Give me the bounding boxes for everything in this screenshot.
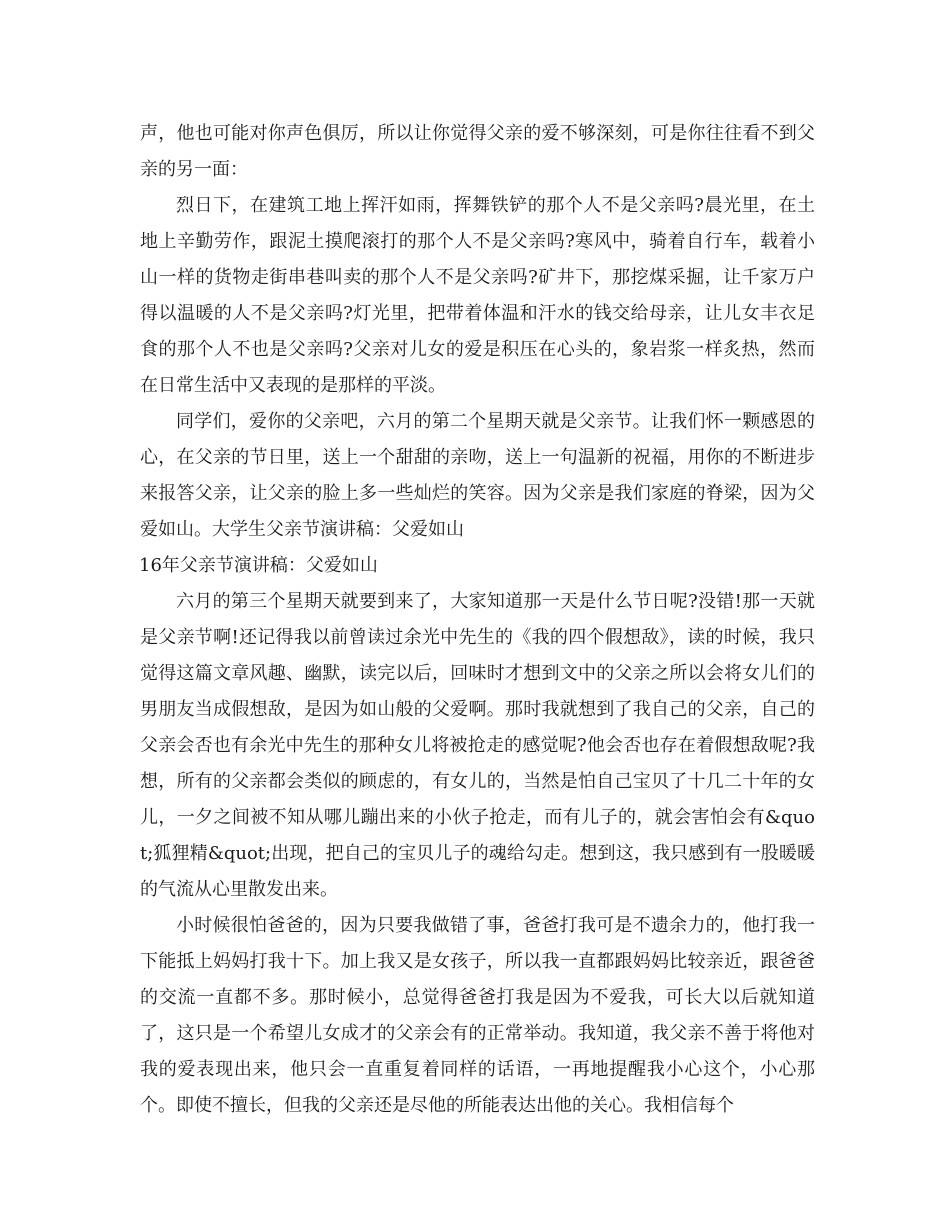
document-body bbox=[140, 116, 815, 1124]
paragraph-childhood-memory: 小时候很怕爸爸的，因为只要我做错了事，爸爸打我可是不遗余力的，他打我一下能抵上妈妈打我十下。加上我又是女孩子，所以我一直都跟妈妈比较亲近，跟爸爸的交流一直都不多。那时候小，总觉得爸爸打我是因为不爱我，可长大以后就知道了，这只是一个希望儿女成才的父亲会有的正常举动。我知道，我父亲不善于将他对我的爱表现出来，他只会一直重复着同样的话语，一再地提醒我小心这个，小心那个。即使不擅长，但我的父亲还是尽他的所能表达出他的关心。我相信每个 bbox=[140, 915, 815, 1116]
paragraph-continuation: 声，他也可能对你声色俱厉，所以让你觉得父亲的爱不够深刻，可是你往往看不到父亲的另一面： bbox=[140, 123, 815, 180]
paragraph-fathers-day-call: 同学们，爱你的父亲吧，六月的第二个星期天就是父亲节。让我们怀一颗感恩的心，在父亲的节日里，送上一个甜甜的亲吻，送上一句温新的祝福，用你的不断进步来报答父亲，让父亲的脸上多一些灿烂的笑容。因为父亲是我们家庭的脊梁，因为父爱如山。大学生父亲节演讲稿：父爱如山 bbox=[140, 411, 815, 540]
section-title-text: 16年父亲节演讲稿：父爱如山 bbox=[139, 555, 378, 576]
section-title bbox=[140, 548, 815, 584]
paragraph-imaginary-enemy: 六月的第三个星期天就要到来了，大家知道那一天是什么节日呢?没错!那一天就是父亲节啊!还记得我以前曾读过余光中先生的《我的四个假想敌》，读的时候，我只觉得这篇文章风趣、幽默，读完以后，回味时才想到文中的父亲之所以会将女儿们的男朋友当成假想敌，是因为如山般的父爱啊。那时我就想到了我自己的父亲，自己的父亲会否也有余光中先生的那种女儿将被抢走的感觉呢?他会否也存在着假想敌呢?我想，所有的父亲都会类似的顾虑的，有女儿的，当然是怕自己宝贝了十几二十年的女儿，一夕之间被不知从哪儿蹦出来的小伙子抢走，而有儿子的，就会害怕会有&quot;狐狸精&quot;出现，把自己的宝贝儿子的魂给勾走。想到这，我只感到有一股暖暖的气流从心里散发出来。 bbox=[140, 591, 815, 900]
paragraph-father-labor: 烈日下，在建筑工地上挥汗如雨，挥舞铁铲的那个人不是父亲吗?晨光里，在土地上辛勤劳作，跟泥土摸爬滚打的那个人不是父亲吗?寒风中，骑着自行车，载着小山一样的货物走街串巷叫卖的那个人不是父亲吗?矿井下，那挖煤采掘，让千家万户得以温暖的人不是父亲吗?灯光里，把带着体温和汗水的钱交给母亲，让儿女丰衣足食的那个人不也是父亲吗?父亲对儿女的爱是积压在心头的，象岩浆一样炙热，然而在日常生活中又表现的是那样的平淡。 bbox=[140, 195, 815, 396]
